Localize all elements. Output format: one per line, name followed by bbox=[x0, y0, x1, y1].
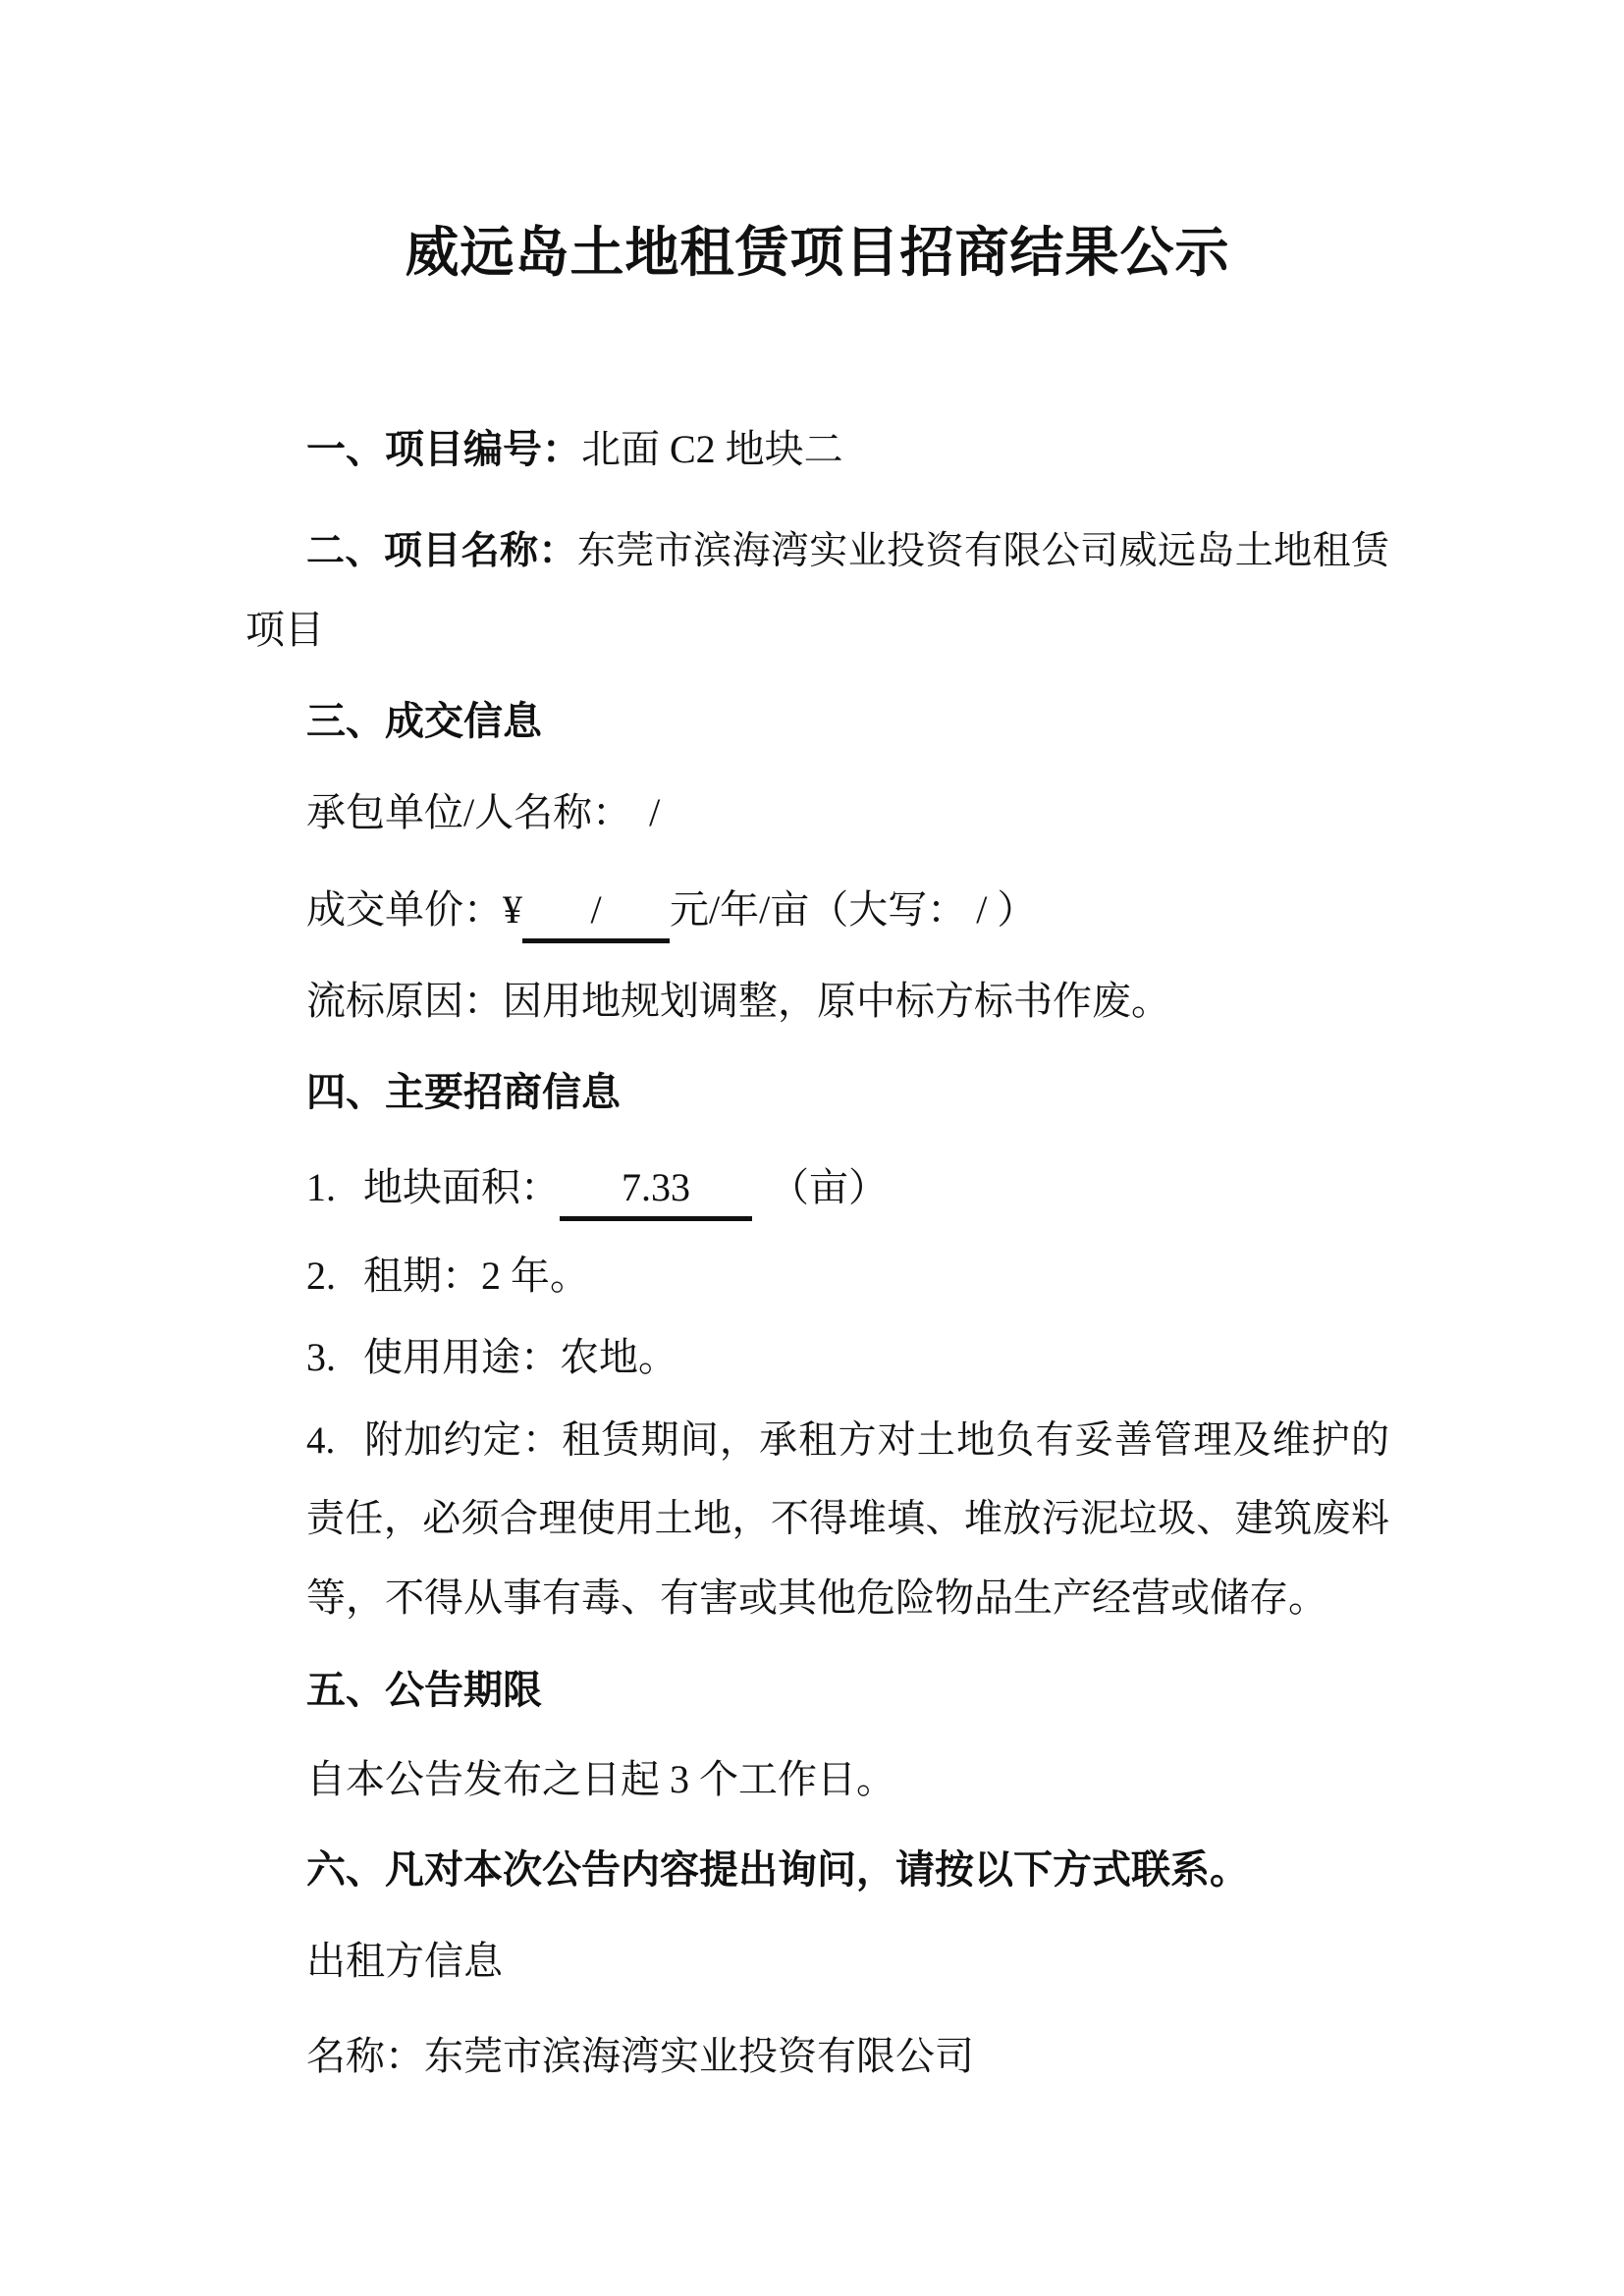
item2-number: 2. bbox=[306, 1254, 336, 1298]
item4-number: 4. bbox=[306, 1419, 336, 1462]
item1-label: 地块面积： bbox=[363, 1165, 560, 1209]
project-name-label: 二、项目名称： bbox=[306, 530, 577, 572]
item2-text: 租期：2 年。 bbox=[363, 1254, 589, 1298]
item1-number: 1. bbox=[306, 1165, 336, 1209]
field-project-name-line2 bbox=[245, 591, 1389, 669]
contractor-label: 承包单位/人名称： bbox=[306, 790, 632, 834]
list-item-lease-term bbox=[245, 1237, 1389, 1315]
field-notice-period-text: 自本公告发布之日起 3 个工作日。 bbox=[306, 1757, 895, 1801]
item1-suffix: （亩） bbox=[770, 1165, 888, 1209]
list-item-plot-area bbox=[245, 1148, 1389, 1227]
item3-text: 使用用途：农地。 bbox=[363, 1335, 677, 1379]
heading-notice-period: 五、公告期限 bbox=[306, 1668, 542, 1712]
project-name-value-line2: 项目 bbox=[245, 608, 324, 652]
item4-line2: 责任，必须合理使用土地，不得堆填、堆放污泥垃圾、建筑废料 bbox=[306, 1498, 1389, 1540]
item4-line3: 等，不得从事有毒、有害或其他危险物品生产经营或储存。 bbox=[306, 1575, 1327, 1620]
field-project-name-line1 bbox=[245, 512, 1389, 591]
field-deal-price bbox=[245, 871, 1389, 949]
deal-price-prefix: 成交单价：¥ bbox=[306, 887, 522, 932]
list-item-extra-terms-line2 bbox=[245, 1480, 1389, 1559]
field-contractor bbox=[245, 774, 1389, 852]
field-project-number bbox=[245, 410, 1389, 489]
deal-price-suffix: 元/年/亩（大写： / ） bbox=[670, 887, 1037, 932]
list-item-extra-terms-line3 bbox=[245, 1559, 1389, 1637]
lessor-name-value: 东莞市滨海湾实业投资有限公司 bbox=[424, 2034, 974, 2078]
list-item-usage bbox=[245, 1318, 1389, 1397]
project-number-label: 一、项目编号： bbox=[306, 427, 581, 471]
list-item-extra-terms-line1 bbox=[245, 1402, 1389, 1480]
field-fail-reason: 流标原因：因用地规划调整，原中标方标书作废。 bbox=[306, 979, 1170, 1023]
project-number-value: 北面 C2 地块二 bbox=[581, 427, 843, 471]
document-content bbox=[245, 218, 1389, 2096]
field-lessor-name bbox=[245, 2017, 1389, 2096]
item3-number: 3. bbox=[306, 1335, 336, 1379]
field-lessor-info: 出租方信息 bbox=[306, 1939, 503, 1983]
contractor-value: / bbox=[649, 790, 661, 834]
lessor-name-label: 名称： bbox=[306, 2034, 424, 2078]
heading-main-info: 四、主要招商信息 bbox=[306, 1070, 621, 1114]
project-name-value-line1: 东莞市滨海湾实业投资有限公司威远岛土地租赁 bbox=[576, 530, 1389, 572]
heading-deal-info: 三、成交信息 bbox=[306, 699, 542, 743]
heading-contact: 六、凡对本次公告内容提出询问，请按以下方式联系。 bbox=[306, 1847, 1249, 1892]
item4-line1: 附加约定：租赁期间，承租方对土地负有妥善管理及维护的 bbox=[363, 1419, 1389, 1462]
document-title: 威远岛土地租赁项目招商结果公示 bbox=[405, 223, 1230, 283]
deal-price-blank: / bbox=[522, 881, 670, 943]
item1-area-blank: 7.33 bbox=[560, 1159, 752, 1221]
